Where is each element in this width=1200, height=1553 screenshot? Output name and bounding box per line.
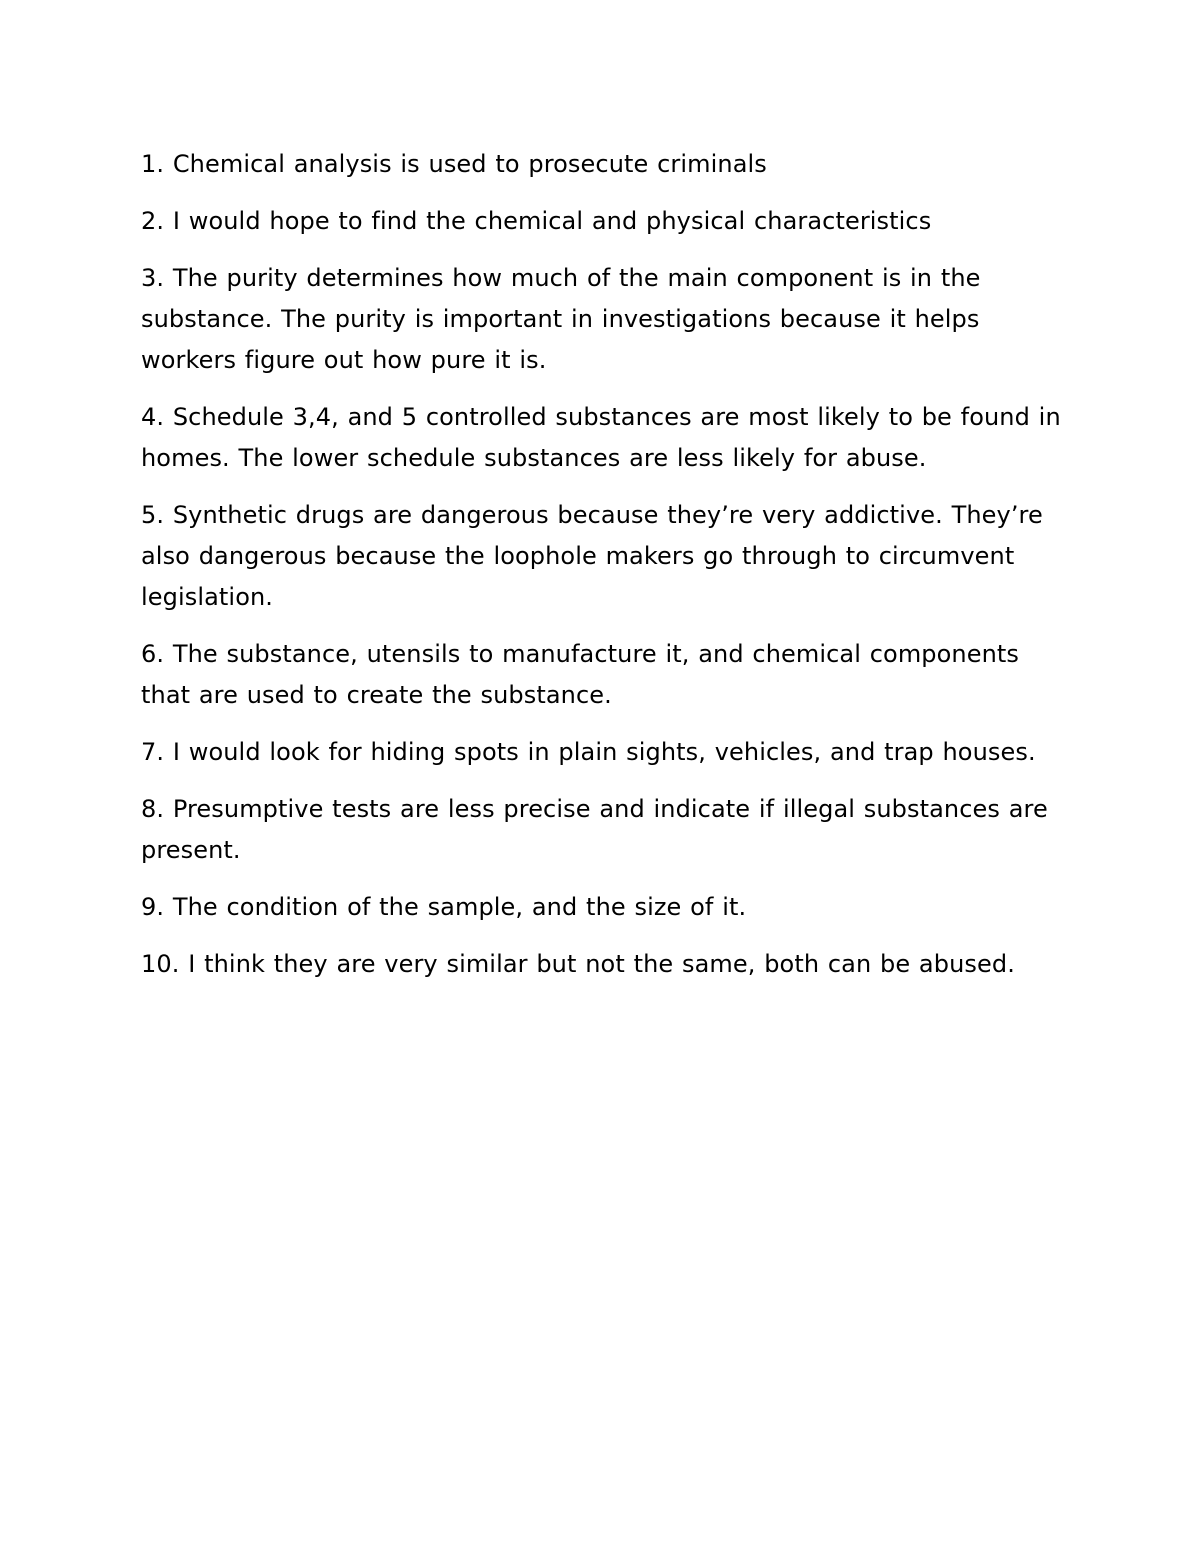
answer-2: 2. I would hope to find the chemical and physical characteristics — [141, 207, 932, 235]
answer-6: 6. The substance, utensils to manufacture it, and chemical components that are used to create the substance. — [141, 640, 1020, 709]
answer-list — [141, 144, 1061, 1001]
answer-9: 9. The condition of the sample, and the size of it. — [141, 893, 747, 921]
answer-1: 1. Chemical analysis is used to prosecute criminals — [141, 150, 767, 178]
answer-3: 3. The purity determines how much of the main component is in the substance. The purity is important in investigations because it helps workers figure out how pure it is. — [141, 264, 981, 374]
answer-8: 8. Presumptive tests are less precise and indicate if illegal substances are present. — [141, 795, 1048, 864]
answer-7: 7. I would look for hiding spots in plain sights, vehicles, and trap houses. — [141, 738, 1036, 766]
answer-4: 4. Schedule 3,4, and 5 controlled substances are most likely to be found in homes. The lower schedule substances are less likely for abuse. — [141, 403, 1061, 472]
answer-10: 10. I think they are very similar but not the same, both can be abused. — [141, 950, 1015, 978]
answer-5: 5. Synthetic drugs are dangerous because they’re very addictive. They’re also dangerous because the loophole makers go through to circumvent legislation. — [141, 501, 1043, 611]
